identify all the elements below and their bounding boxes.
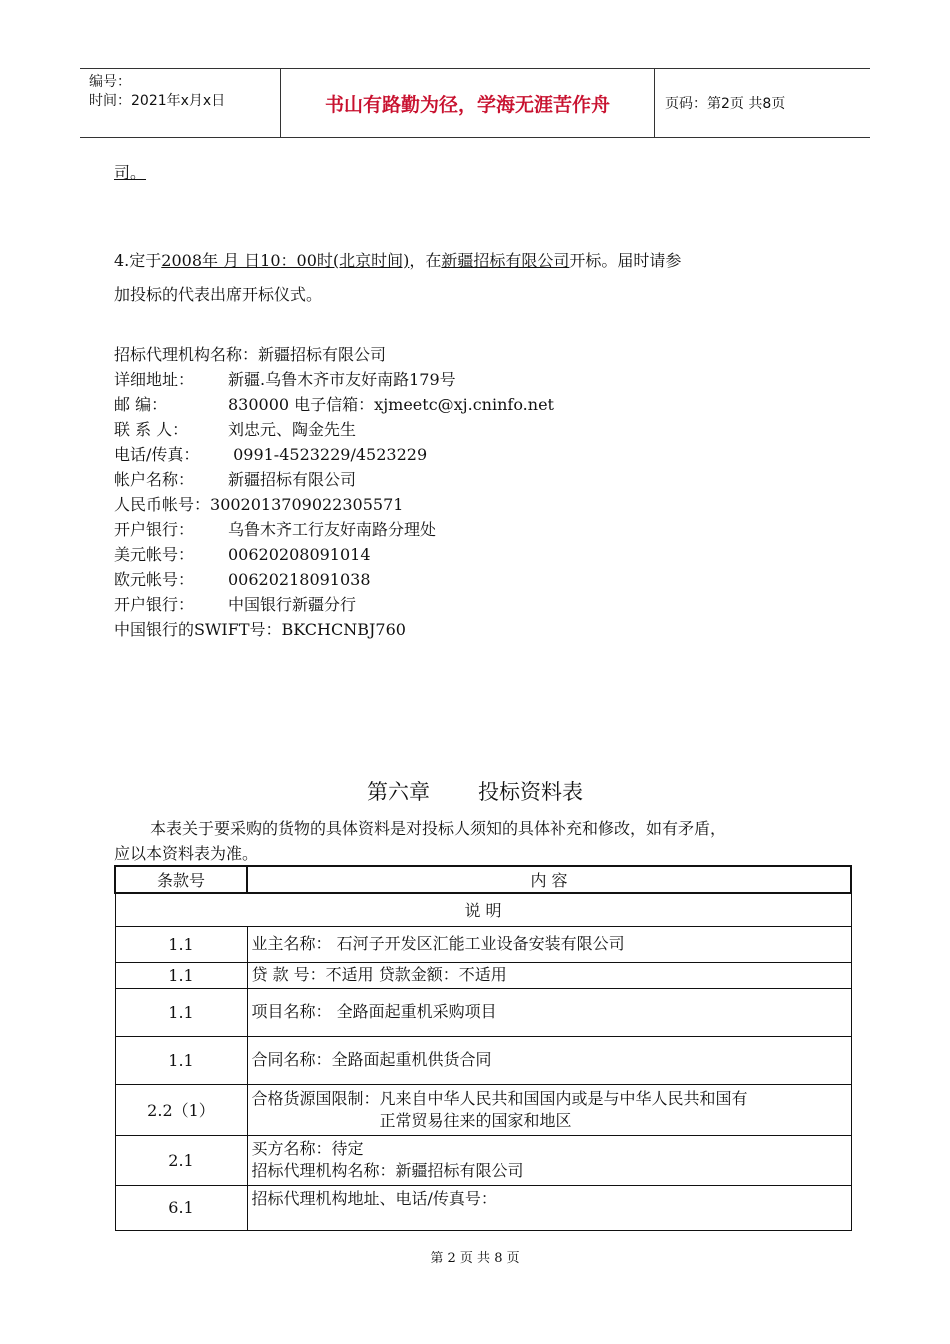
col-header-content: 内 容 — [247, 866, 851, 893]
content-cell — [247, 926, 851, 962]
para4-time: 2008年 月 日10：00时(北京时间) — [161, 251, 410, 270]
contact-label: 中国银行的SWIFT号： — [114, 620, 282, 639]
table-note-row — [115, 893, 851, 926]
table-row — [115, 988, 851, 1036]
col-header-clause: 条款号 — [115, 866, 247, 893]
contact-value: 3002013709022305571 — [210, 495, 404, 514]
contact-value: 新疆招标有限公司 — [258, 345, 387, 364]
clause-cell: 1.1 — [115, 988, 247, 1036]
contact-line — [114, 367, 456, 392]
table-row — [115, 1135, 851, 1185]
contact-label: 招标代理机构名称： — [114, 345, 259, 364]
content-line: 业主名称： 石河子开发区汇能工业设备安装有限公司 — [251, 934, 625, 953]
contact-value: 乌鲁木齐工行友好南路分理处 — [228, 520, 437, 539]
content-cell — [247, 962, 851, 988]
note-cell: 说 明 — [115, 893, 851, 926]
content-cell — [247, 988, 851, 1036]
content-cell — [247, 1135, 851, 1185]
paragraph-4-line2: 加投标的代表出席开标仪式。 — [114, 285, 323, 304]
chapter-title: 投标资料表 — [478, 780, 583, 804]
table-row — [115, 962, 851, 988]
content-line: 合格货源国限制：凡来自中华人民共和国国内或是与中华人民共和国有 — [251, 1088, 748, 1108]
contact-line — [114, 342, 386, 367]
contact-line — [114, 592, 356, 617]
header-page-info: 页码：第2页 共8页 — [665, 96, 786, 112]
contact-value: 00620218091038 — [228, 570, 371, 589]
contact-label: 人民币帐号： — [114, 495, 211, 514]
contact-label: 欧元帐号： — [114, 570, 195, 589]
contact-line — [114, 542, 371, 567]
table-header-row — [115, 866, 851, 893]
contact-line — [114, 442, 427, 467]
clause-cell: 6.1 — [115, 1185, 247, 1230]
para4-place: 新疆招标有限公司 — [441, 251, 570, 270]
table-row — [115, 926, 851, 962]
table-row — [115, 1185, 851, 1230]
para4-mid: ，在 — [409, 251, 442, 270]
table-row — [115, 1036, 851, 1084]
chapter-number: 第六章 — [367, 780, 430, 804]
contact-value: 新疆招标有限公司 — [228, 470, 357, 489]
contact-value: 刘忠元、陶金先生 — [228, 420, 357, 439]
contact-value: 0991-4523229/4523229 — [228, 445, 428, 464]
page-header — [80, 68, 870, 138]
contact-label: 电话/传真： — [114, 445, 200, 464]
number-label: 编号： — [89, 74, 131, 90]
content-line-2: 正常贸易往来的国家和地区 — [379, 1110, 572, 1130]
content-line: 招标代理机构地址、电话/传真号： — [251, 1188, 497, 1208]
contact-label: 美元帐号： — [114, 545, 195, 564]
content-line: 买方名称：待定 — [251, 1139, 364, 1158]
chapter-intro-line1: 本表关于要采购的货物的具体资料是对投标人须知的具体补充和修改，如有矛盾， — [150, 819, 727, 838]
contact-line — [114, 492, 403, 517]
contact-value: 中国银行新疆分行 — [228, 595, 357, 614]
contact-line — [114, 617, 406, 642]
contact-line — [114, 517, 436, 542]
page-footer: 第 2 页 共 8 页 — [430, 1251, 520, 1266]
content-cell — [247, 1036, 851, 1084]
contact-line — [114, 567, 371, 592]
contact-line — [114, 392, 554, 417]
contact-label: 详细地址： — [114, 370, 195, 389]
content-line: 项目名称： 全路面起重机采购项目 — [251, 1002, 497, 1021]
content-line: 合同名称：全路面起重机供货合同 — [251, 1050, 492, 1069]
contact-value: 00620208091014 — [228, 545, 371, 564]
contact-label: 联 系 人： — [114, 420, 189, 439]
contact-label: 开户银行： — [114, 520, 195, 539]
para4-prefix: 4.定于 — [114, 251, 162, 270]
date-label: 时间：2021年x月x日 — [89, 93, 226, 109]
content-cell — [247, 1185, 851, 1230]
content-line: 贷 款 号：不适用 贷款金额：不适用 — [251, 965, 507, 984]
clause-cell: 1.1 — [115, 962, 247, 988]
contact-label: 邮 编： — [114, 395, 168, 414]
chapter-intro-line2: 应以本资料表为准。 — [114, 844, 259, 863]
header-meta — [80, 69, 281, 137]
bid-data-table — [114, 865, 852, 1231]
contact-line — [114, 467, 356, 492]
clause-cell: 2.2（1） — [115, 1084, 247, 1135]
clause-cell: 2.1 — [115, 1135, 247, 1185]
para4-suffix: 开标。届时请参 — [569, 251, 682, 270]
contact-value: 新疆.乌鲁木齐市友好南路179号 — [228, 370, 456, 389]
content-cell — [247, 1084, 851, 1135]
header-motto: 书山有路勤为径，学海无涯苦作舟 — [281, 69, 655, 137]
contact-label: 开户银行： — [114, 595, 195, 614]
content-line-2: 招标代理机构名称：新疆招标有限公司 — [251, 1161, 524, 1180]
fragment-text: 司。 — [114, 163, 147, 182]
clause-cell: 1.1 — [115, 926, 247, 962]
clause-cell: 1.1 — [115, 1036, 247, 1084]
contact-line — [114, 417, 356, 442]
contact-label: 帐户名称： — [114, 470, 195, 489]
paragraph-4 — [114, 248, 681, 273]
contact-value: BKCHCNBJ760 — [281, 620, 406, 639]
contact-value: 830000 电子信箱：xjmeetc@xj.cninfo.net — [228, 395, 554, 414]
table-row — [115, 1084, 851, 1135]
chapter-heading — [0, 776, 950, 806]
